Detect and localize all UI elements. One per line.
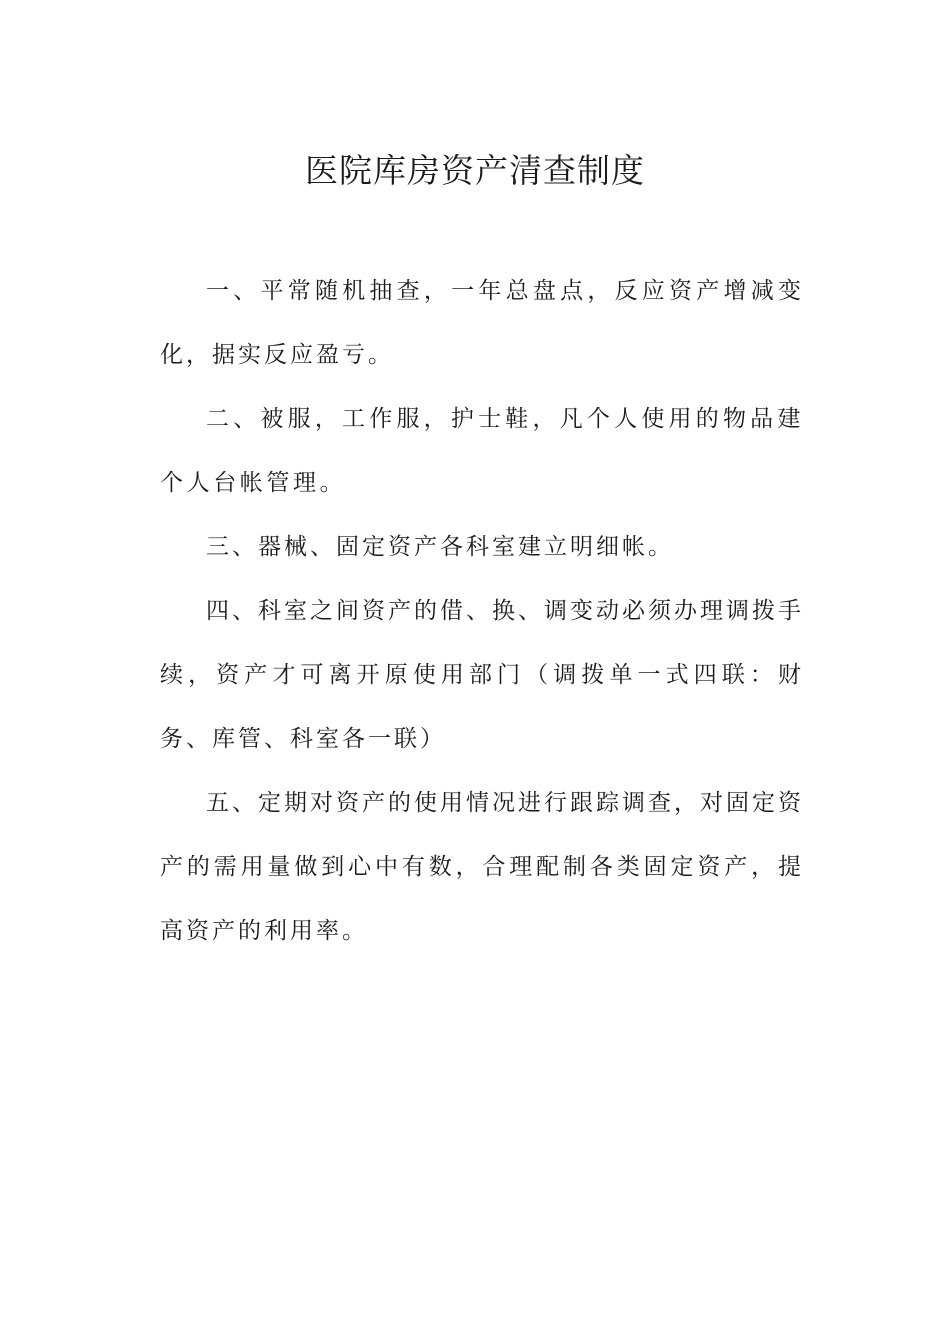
- document-title: 医院库房资产清查制度: [305, 151, 645, 190]
- clause-2: 二、被服，工作服，护士鞋，凡个人使用的物品建个人台帐管理。: [160, 406, 804, 496]
- clause-4: 四、科室之间资产的借、换、调变动必须办理调拨手续，资产才可离开原使用部门（调拨单一式四联：财务、库管、科室各一联）: [160, 598, 804, 752]
- clause-1: 一、平常随机抽查，一年总盘点，反应资产增减变化，据实反应盈亏。: [160, 278, 804, 368]
- document-body: [160, 259, 804, 963]
- clause-5: 五、定期对资产的使用情况进行跟踪调查，对固定资产的需用量做到心中有数，合理配制各类固定资产，提高资产的利用率。: [160, 790, 804, 944]
- clause-3: 三、器械、固定资产各科室建立明细帐。: [206, 534, 674, 560]
